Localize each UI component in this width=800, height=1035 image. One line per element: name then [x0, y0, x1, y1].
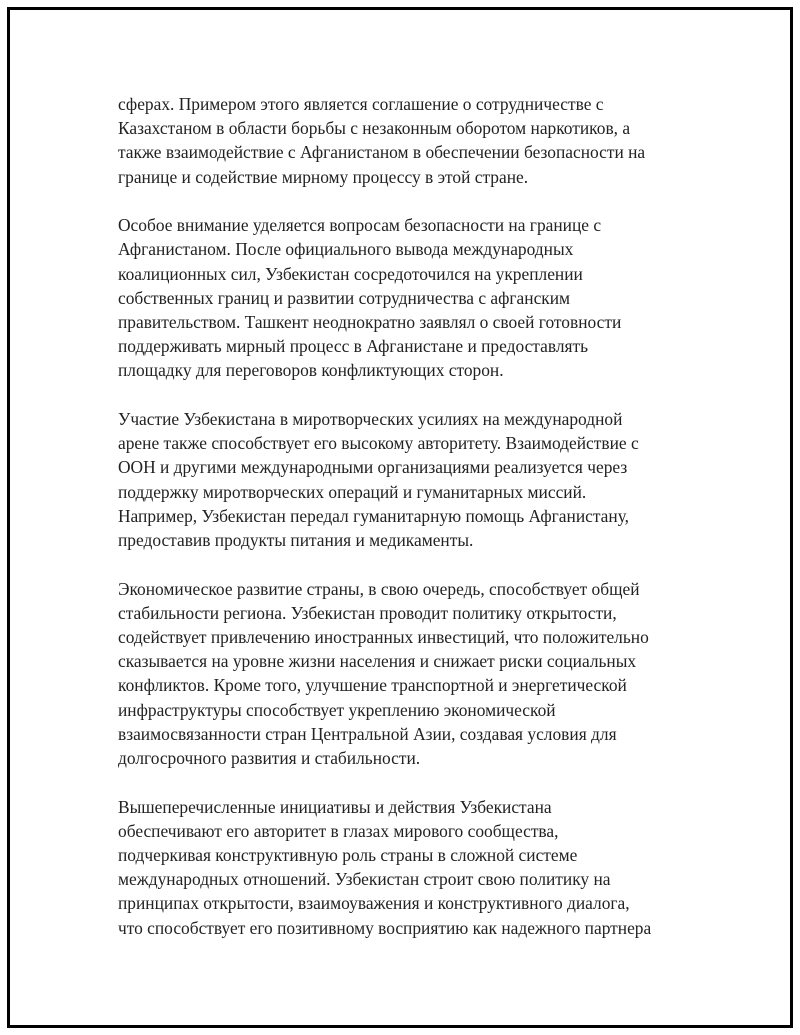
text-line: Казахстаном в области борьбы с незаконным оборотом наркотиков, а	[118, 118, 631, 139]
text-line: коалиционных сил, Узбекистан сосредоточился на укреплении	[118, 263, 583, 284]
text-line: Афганистаном. После официального вывода международных	[118, 239, 574, 260]
text-line: правительством. Ташкент неоднократно заявлял о своей готовности	[118, 312, 622, 333]
text-line: подчеркивая конструктивную роль страны в сложной системе	[118, 845, 578, 866]
text-line: собственных границ и развитии сотрудничества с афганским	[118, 287, 571, 308]
text-line: границе и содействие мирному процессу в этой стране.	[118, 166, 529, 187]
text-line: долгосрочного развития и стабильности.	[118, 748, 421, 769]
paragraph-4	[118, 577, 718, 771]
text-line: поддерживать мирный процесс в Афганистане и предоставлять	[118, 336, 589, 357]
text-line: поддержку миротворческих операций и гуманитарных миссий.	[118, 481, 587, 502]
text-line: взаимосвязанности стран Центральной Азии, создавая условия для	[118, 723, 617, 744]
text-line: Например, Узбекистан передал гуманитарную помощь Афганистану,	[118, 505, 629, 526]
text-line: ООН и другими международными организациями реализуется через	[118, 457, 628, 478]
text-line: стабильности региона. Узбекистан проводит политику открытости,	[118, 602, 617, 623]
paragraph-3	[118, 407, 718, 552]
text-line: содействует привлечению иностранных инвестиций, что положительно	[118, 627, 649, 648]
text-line: принципах открытости, взаимоуважения и конструктивного диалога,	[118, 893, 630, 914]
text-line: обеспечивают его авторитет в глазах мирового сообщества,	[118, 820, 559, 841]
text-line: Экономическое развитие страны, в свою очередь, способствует общей	[118, 578, 640, 599]
paragraph-1	[118, 92, 718, 189]
text-line: Вышеперечисленные инициативы и действия Узбекистана	[118, 796, 552, 817]
text-line: Участие Узбекистана в миротворческих усилиях на международной	[118, 409, 623, 430]
text-line: предоставив продукты питания и медикаменты.	[118, 530, 474, 551]
text-line: конфликтов. Кроме того, улучшение транспортной и энергетической	[118, 675, 627, 696]
document-body	[118, 92, 718, 964]
text-line: международных отношений. Узбекистан строит свою политику на	[118, 869, 611, 890]
text-line: сферах. Примером этого является соглашение о сотрудничестве с	[118, 94, 604, 114]
text-line: Особое внимание уделяется вопросам безопасности на границе с	[118, 215, 602, 236]
text-line: арене также способствует его высокому авторитету. Взаимодействие с	[118, 433, 639, 454]
text-line: что способствует его позитивному восприятию как надежного партнера	[118, 917, 652, 938]
text-line: инфраструктуры способствует укреплению экономической	[118, 699, 556, 720]
paragraph-5	[118, 795, 718, 940]
text-line: также взаимодействие с Афганистаном в обеспечении безопасности на	[118, 142, 646, 163]
text-line: сказывается на уровне жизни населения и снижает риски социальных	[118, 651, 637, 672]
text-line: площадку для переговоров конфликтующих сторон.	[118, 360, 504, 381]
paragraph-2	[118, 213, 718, 382]
